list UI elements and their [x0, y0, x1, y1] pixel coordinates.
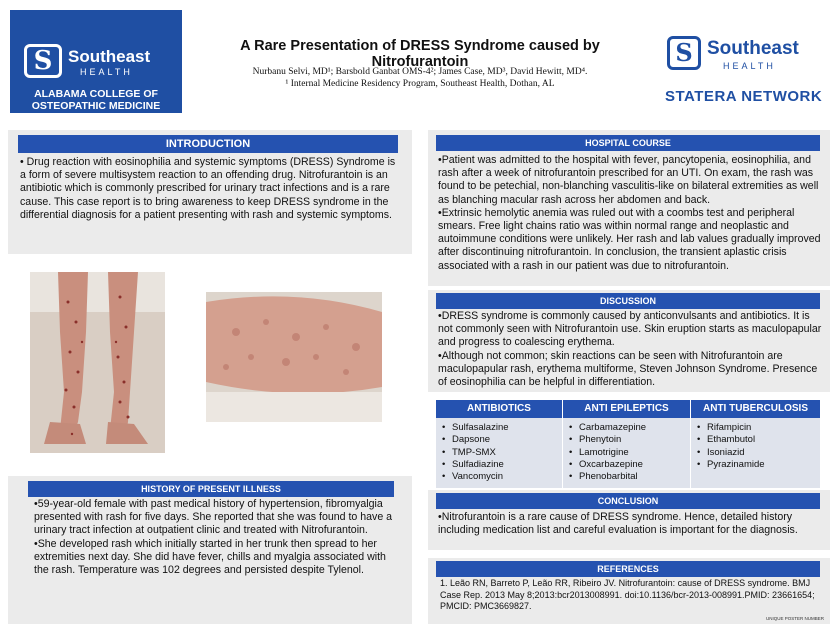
drug-item: • Lamotrigine [569, 447, 690, 459]
column-body [436, 418, 562, 488]
references-heading: REFERENCES [436, 561, 820, 577]
drug-item: • Carbamazepine [569, 422, 690, 434]
drug-item: • TMP-SMX [442, 447, 562, 459]
logo-brand-sub: HEALTH [723, 61, 776, 71]
anti-tuberculosis-column [691, 400, 820, 488]
column-body [563, 418, 690, 488]
drug-item: • Phenytoin [569, 434, 690, 446]
history-para-2: •She developed rash which initially started in her trunk then spread to her extremities next day. She did have fever, chills and myalgia associated with the rash. Temperature was 102 degrees and persisted despite Tylenol. [34, 537, 386, 577]
logo-brand: Southeast [68, 47, 151, 66]
drug-list [569, 422, 690, 483]
drug-item: • Ethambutol [697, 434, 820, 446]
conclusion-heading: CONCLUSION [436, 493, 820, 509]
column-heading: ANTIBIOTICS [436, 400, 562, 418]
introduction-text: • Drug reaction with eosinophilia and systemic symptoms (DRESS) Syndrome is a form of severe multisystem reaction to an offending drug. Nitrofurantoin is an antibiotic which is commonly prescribed for urinary tract infections and is a rare cause. This case report is to bring awareness to keep DRESS syndrome in the differential diagnosis for a patient presenting with rash and systemic symptoms. [20, 156, 396, 221]
legs-rash-photo [30, 272, 165, 453]
history-heading: HISTORY OF PRESENT ILLNESS [28, 481, 394, 497]
network-name: STATERA NETWORK [665, 88, 823, 105]
hospital-course-text [438, 154, 822, 273]
poster-number-label: UNIQUE POSTER NUMBER [765, 616, 824, 621]
logo-brand-sub: HEALTH [80, 67, 133, 77]
conclusion-panel [428, 490, 830, 550]
antibiotics-column [436, 400, 562, 488]
logo-brand: Southeast [707, 38, 799, 59]
references-panel [428, 558, 830, 624]
discussion-text [438, 310, 822, 389]
southeast-logo-mark-icon: S [24, 44, 62, 78]
column-body [691, 418, 820, 488]
southeast-health-logo [665, 14, 835, 109]
drug-item: • Oxcarbazepine [569, 459, 690, 471]
drug-item: • Sulfadiazine [442, 459, 562, 471]
author-list: Nurbanu Selvi, MD¹; Barsbold Ganbat OMS-4²; James Case, MD³, David Hewitt, MD⁴. [252, 67, 588, 77]
acom-logo [10, 10, 182, 113]
abdomen-rash-image [206, 292, 382, 422]
southeast-logo-mark-icon: S [667, 36, 701, 70]
history-para-1: •59-year-old female with past medical history of hypertension, fibromyalgia presented with rash for five days. She reported that she was found to have a urinary tract infection at outpatient clinic and treated with Nitrofurantoin. [34, 498, 393, 537]
hospital-course-para-2: •Extrinsic hemolytic anemia was ruled out with a coombs test and peripheral smears. Free light chains ratio was within normal range and neoplastic and autoimmune conditions were unlikely. Her rash and lab values gradually improved after discontinuing nitrofurantoin. In conclusion, the transient aplastic crisis associated with a rash in our patient was due to nitrofurantoin. [438, 206, 821, 272]
column-heading: ANTI TUBERCULOSIS [691, 400, 820, 418]
discussion-para-1: •DRESS syndrome is commonly caused by anticonvulsants and antibiotics. It is not commonly seen with Nitrofurantoin use. Skin eruption starts as maculopapular and progress to coalescing erythema. [438, 310, 822, 349]
drug-list [697, 422, 820, 471]
drug-item: • Phenobarbital [569, 471, 690, 483]
column-heading: ANTI EPILEPTICS [563, 400, 690, 418]
author-block [190, 66, 650, 90]
legs-rash-image [30, 272, 165, 453]
history-panel [8, 476, 412, 624]
discussion-panel [428, 290, 830, 392]
drug-item: • Isoniazid [697, 447, 820, 459]
hospital-course-para-1: •Patient was admitted to the hospital with fever, pancytopenia, eosinophilia, and rash after a week of nitrofurantoin prescribed for an UTI. On exam, the rash was found to be petechial, non-blanching vasculitis-like on bilateral extremities as well as blanching macular rash across her abdomen and back. [438, 154, 819, 206]
hospital-course-panel [428, 130, 830, 286]
drug-item: • Vancomycin [442, 471, 562, 483]
introduction-heading: INTRODUCTION [18, 135, 398, 153]
drug-class-table [436, 400, 820, 488]
logo-affiliation [10, 88, 182, 112]
abdomen-rash-photo [206, 292, 382, 422]
conclusion-text: •Nitrofurantoin is a rare cause of DRESS syndrome. Hence, detailed history including medication list and careful evaluation is important for the diagnosis. [438, 511, 798, 537]
drug-list [442, 422, 562, 483]
reference-item: 1. Leão RN, Barreto P, Leão RR, Ribeiro JV. Nitrofurantoin: cause of DRESS syndrome. BMJ Case Rep. 2013 May 8;2013:bcr2013008991. doi:10.1136/bcr-2013-008991.PMID: 23661654; PMCID: PMC3669827. [440, 578, 815, 611]
discussion-heading: DISCUSSION [436, 293, 820, 309]
drug-item: • Pyrazinamide [697, 459, 820, 471]
hospital-course-heading: HOSPITAL COURSE [436, 135, 820, 151]
drug-item: • Sulfasalazine [442, 422, 562, 434]
introduction-panel [8, 130, 412, 254]
history-text [34, 498, 398, 577]
discussion-para-2: •Although not common; skin reactions can be seen with Nitrofurantoin are maculopapular rash, erythema multiforme, Steven Johnson Syndrome. Presence of eosinophilia can be helpful in differentiation. [438, 349, 818, 389]
affiliation-line-1: ALABAMA COLLEGE OF [34, 88, 158, 100]
drug-item: • Dapsone [442, 434, 562, 446]
poster-title: A Rare Presentation of DRESS Syndrome caused by Nitrofurantoin [240, 38, 600, 70]
anti-epileptics-column [563, 400, 690, 488]
affiliation-line-2: OSTEOPATHIC MEDICINE [31, 100, 161, 112]
author-affiliation: ¹ Internal Medicine Residency Program, Southeast Health, Dothan, AL [285, 79, 555, 89]
drug-item: • Rifampicin [697, 422, 820, 434]
